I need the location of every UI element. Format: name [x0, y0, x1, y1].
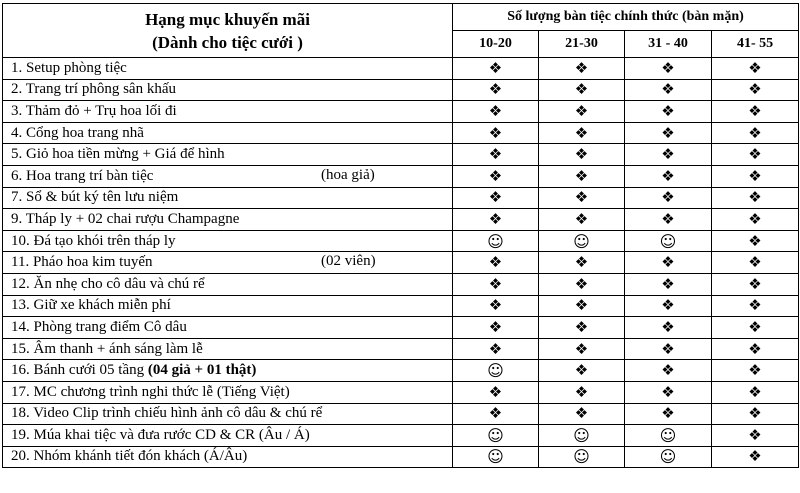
diamond-bullet-icon: ❖ [539, 209, 625, 231]
row-label-cell [3, 273, 453, 295]
row-label: 16. Bánh cưới 05 tầng [11, 362, 148, 379]
row-label: 6. Hoa trang trí bàn tiệc [11, 167, 154, 184]
diamond-bullet-icon: ❖ [625, 165, 712, 187]
diamond-bullet-icon: ❖ [539, 381, 625, 403]
diamond-bullet-icon: ❖ [712, 101, 799, 123]
table-title-line1: Hạng mục khuyến mãi [145, 9, 310, 29]
smile-icon: ☺ [625, 425, 712, 447]
table-row [3, 273, 799, 295]
diamond-bullet-icon: ❖ [453, 338, 539, 360]
row-label-note: (02 viên) [321, 253, 376, 270]
diamond-bullet-icon: ❖ [453, 403, 539, 425]
table-row [3, 425, 799, 447]
diamond-bullet-icon: ❖ [539, 273, 625, 295]
table-row [3, 165, 799, 187]
diamond-bullet-icon: ❖ [539, 58, 625, 80]
table-row [3, 381, 799, 403]
table-body [3, 58, 799, 468]
diamond-bullet-icon: ❖ [712, 230, 799, 252]
diamond-bullet-icon: ❖ [625, 338, 712, 360]
row-label-cell [3, 58, 453, 80]
range-header: 21-30 [539, 31, 625, 58]
diamond-bullet-icon: ❖ [453, 144, 539, 166]
diamond-bullet-icon: ❖ [712, 425, 799, 447]
row-label-cell [3, 122, 453, 144]
table-row [3, 144, 799, 166]
range-header: 10-20 [453, 31, 539, 58]
diamond-bullet-icon: ❖ [453, 122, 539, 144]
diamond-bullet-icon: ❖ [453, 295, 539, 317]
diamond-bullet-icon: ❖ [539, 122, 625, 144]
diamond-bullet-icon: ❖ [625, 381, 712, 403]
diamond-bullet-icon: ❖ [453, 209, 539, 231]
diamond-bullet-icon: ❖ [453, 273, 539, 295]
diamond-bullet-icon: ❖ [625, 101, 712, 123]
diamond-bullet-icon: ❖ [625, 122, 712, 144]
row-label-cell [3, 209, 453, 231]
diamond-bullet-icon: ❖ [712, 273, 799, 295]
row-label: 15. Âm thanh + ánh sáng làm lễ [11, 340, 203, 357]
diamond-bullet-icon: ❖ [712, 317, 799, 339]
diamond-bullet-icon: ❖ [453, 79, 539, 101]
diamond-bullet-icon: ❖ [539, 295, 625, 317]
table-row [3, 187, 799, 209]
row-label-cell [3, 101, 453, 123]
diamond-bullet-icon: ❖ [712, 381, 799, 403]
table-row [3, 79, 799, 101]
row-label: 12. Ăn nhẹ cho cô dâu và chú rể [11, 275, 205, 292]
diamond-bullet-icon: ❖ [712, 403, 799, 425]
row-label-cell [3, 295, 453, 317]
diamond-bullet-icon: ❖ [539, 403, 625, 425]
diamond-bullet-icon: ❖ [539, 101, 625, 123]
smile-icon: ☺ [453, 230, 539, 252]
diamond-bullet-icon: ❖ [539, 360, 625, 382]
diamond-bullet-icon: ❖ [625, 360, 712, 382]
diamond-bullet-icon: ❖ [539, 165, 625, 187]
row-label-cell [3, 338, 453, 360]
diamond-bullet-icon: ❖ [539, 317, 625, 339]
table-row [3, 58, 799, 80]
table-row [3, 252, 799, 274]
table-row [3, 446, 799, 468]
diamond-bullet-icon: ❖ [453, 317, 539, 339]
diamond-bullet-icon: ❖ [453, 252, 539, 274]
promotion-table [2, 3, 799, 468]
diamond-bullet-icon: ❖ [453, 101, 539, 123]
row-label-cell [3, 230, 453, 252]
diamond-bullet-icon: ❖ [539, 338, 625, 360]
smile-icon: ☺ [539, 230, 625, 252]
row-label-cell [3, 187, 453, 209]
row-label: 2. Trang trí phông sân khấu [11, 81, 176, 98]
smile-icon: ☺ [453, 360, 539, 382]
row-label-cell [3, 360, 453, 382]
diamond-bullet-icon: ❖ [453, 381, 539, 403]
table-row [3, 209, 799, 231]
table-row [3, 295, 799, 317]
row-label: 5. Giỏ hoa tiền mừng + Giá để hình [11, 146, 225, 163]
diamond-bullet-icon: ❖ [625, 403, 712, 425]
diamond-bullet-icon: ❖ [625, 252, 712, 274]
diamond-bullet-icon: ❖ [712, 295, 799, 317]
table-title [3, 4, 453, 58]
row-label: 11. Pháo hoa kim tuyến [11, 254, 153, 271]
diamond-bullet-icon: ❖ [712, 165, 799, 187]
row-label: 1. Setup phòng tiệc [11, 59, 127, 76]
diamond-bullet-icon: ❖ [712, 209, 799, 231]
smile-icon: ☺ [625, 230, 712, 252]
row-label: 14. Phòng trang điểm Cô dâu [11, 318, 187, 335]
diamond-bullet-icon: ❖ [539, 79, 625, 101]
row-label: 3. Thảm đỏ + Trụ hoa lối đi [11, 102, 177, 119]
table-row [3, 317, 799, 339]
row-label-bold: (04 giả + 01 thật) [147, 362, 257, 379]
row-label: 13. Giữ xe khách miễn phí [11, 297, 171, 314]
row-label: 17. MC chương trình nghi thức lễ (Tiếng Việt) [11, 383, 290, 400]
diamond-bullet-icon: ❖ [453, 165, 539, 187]
diamond-bullet-icon: ❖ [712, 360, 799, 382]
row-label: 20. Nhóm khánh tiết đón khách (Á/Âu) [11, 448, 248, 465]
diamond-bullet-icon: ❖ [625, 187, 712, 209]
row-label: 18. Video Clip trình chiếu hình ảnh cô dâu & chú rể [11, 405, 323, 422]
diamond-bullet-icon: ❖ [712, 446, 799, 468]
promotion-table-container [2, 3, 798, 490]
row-label-cell [3, 165, 453, 187]
diamond-bullet-icon: ❖ [712, 338, 799, 360]
diamond-bullet-icon: ❖ [712, 58, 799, 80]
table-row [3, 101, 799, 123]
table-row [3, 360, 799, 382]
smile-icon: ☺ [453, 425, 539, 447]
diamond-bullet-icon: ❖ [625, 58, 712, 80]
diamond-bullet-icon: ❖ [625, 79, 712, 101]
range-header: 31 - 40 [625, 31, 712, 58]
row-label-cell [3, 381, 453, 403]
row-label: 19. Múa khai tiệc và đưa rước CD & CR (Âu / Á) [11, 426, 310, 443]
diamond-bullet-icon: ❖ [539, 187, 625, 209]
diamond-bullet-icon: ❖ [453, 58, 539, 80]
table-row [3, 122, 799, 144]
row-label-cell [3, 425, 453, 447]
diamond-bullet-icon: ❖ [712, 122, 799, 144]
table-group-header: Số lượng bàn tiệc chính thức (bàn mặn) [453, 4, 799, 31]
smile-icon: ☺ [539, 425, 625, 447]
table-row [3, 230, 799, 252]
diamond-bullet-icon: ❖ [712, 252, 799, 274]
row-label-cell [3, 403, 453, 425]
row-label-cell [3, 252, 453, 274]
table-title-line2: (Dành cho tiệc cưới ) [152, 32, 303, 52]
diamond-bullet-icon: ❖ [453, 187, 539, 209]
diamond-bullet-icon: ❖ [625, 273, 712, 295]
table-row [3, 338, 799, 360]
row-label-cell [3, 317, 453, 339]
range-header: 41- 55 [712, 31, 799, 58]
diamond-bullet-icon: ❖ [539, 252, 625, 274]
diamond-bullet-icon: ❖ [712, 187, 799, 209]
row-label: 9. Tháp ly + 02 chai rượu Champagne [11, 210, 240, 227]
diamond-bullet-icon: ❖ [625, 317, 712, 339]
row-label: 10. Đá tạo khói trên tháp ly [11, 232, 176, 249]
row-label-cell [3, 446, 453, 468]
row-label-cell [3, 79, 453, 101]
row-label: 7. Sổ & bút ký tên lưu niệm [11, 189, 179, 206]
diamond-bullet-icon: ❖ [625, 209, 712, 231]
row-label-note: (hoa giả) [321, 166, 375, 183]
diamond-bullet-icon: ❖ [712, 144, 799, 166]
table-row [3, 403, 799, 425]
diamond-bullet-icon: ❖ [539, 144, 625, 166]
smile-icon: ☺ [539, 446, 625, 468]
diamond-bullet-icon: ❖ [625, 144, 712, 166]
smile-icon: ☺ [453, 446, 539, 468]
row-label: 4. Cổng hoa trang nhã [11, 124, 144, 141]
smile-icon: ☺ [625, 446, 712, 468]
diamond-bullet-icon: ❖ [625, 295, 712, 317]
diamond-bullet-icon: ❖ [712, 79, 799, 101]
row-label-cell [3, 144, 453, 166]
